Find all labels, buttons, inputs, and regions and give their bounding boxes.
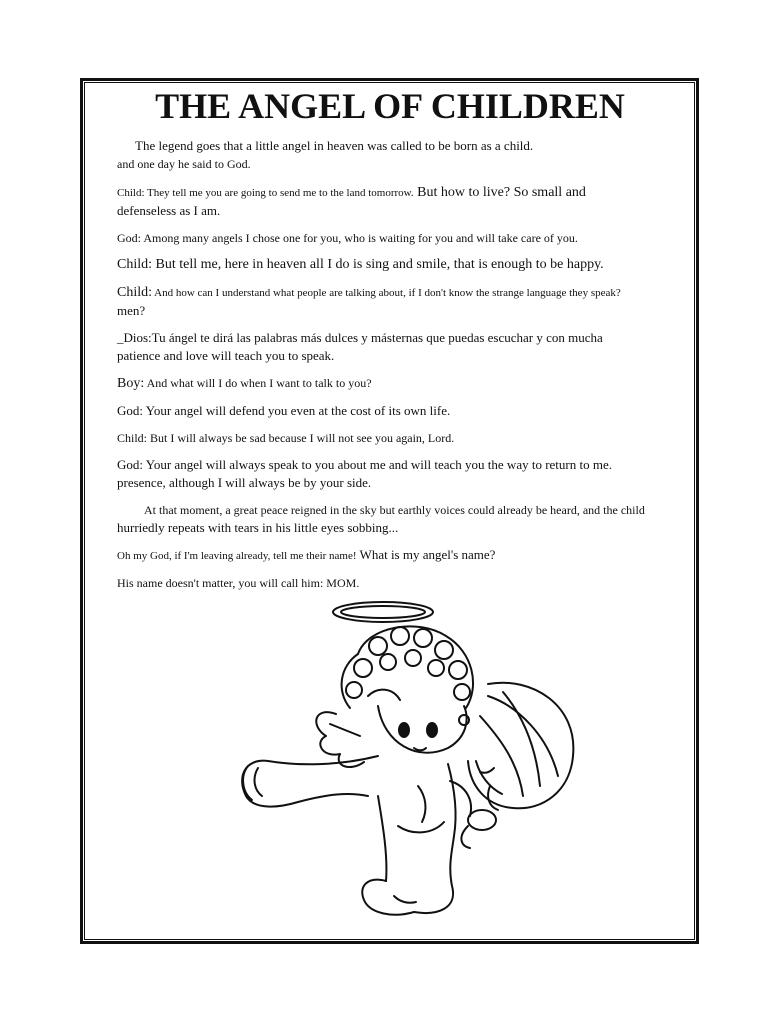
child-3-label: Child: [117, 285, 153, 300]
paragraph-child-1 [117, 183, 677, 220]
child-3-small: And how can I understand what people are talking about, if I don't know the strange language they speak? [152, 287, 621, 299]
page-title: THE ANGEL OF CHILDREN [155, 86, 625, 126]
paragraph-child-5 [117, 546, 677, 565]
angel-figure [242, 626, 473, 914]
narration-line-2: hurriedly repeats with tears in his little eyes sobbing... [117, 520, 399, 535]
child-5-small: Oh my God, if I'm leaving already, tell me their name! [117, 550, 357, 562]
child-5-text: What is my angel's name? [356, 547, 496, 562]
boy-text: And what will I do when I want to talk to you? [144, 376, 372, 390]
paragraph-narration [117, 501, 677, 537]
paragraph-final: His name doesn't matter, you will call him: MOM. [117, 576, 360, 590]
narration-line-1: At that moment, a great peace reigned in the sky but earthly voices could already be heard, and the child [144, 503, 645, 517]
angel-eye-right [427, 723, 437, 737]
child-1-small: Child: They tell me you are going to send me to the land tomorrow. [117, 187, 414, 199]
paragraph-child-2: Child: But tell me, here in heaven all I do is sing and smile, that is enough to be happy. [117, 257, 604, 272]
dios-line-1: _Dios:Tu ángel te dirá las palabras más dulces y másternas que puedas escuchar y con mucha [117, 330, 603, 345]
paragraph-god-2: God: Your angel will defend you even at the cost of its own life. [117, 403, 451, 418]
angel-eye-left [399, 723, 409, 737]
paragraph-god-3 [117, 456, 677, 492]
child-1-large: But how to live? So small and [413, 185, 586, 200]
angel-and-child-illustration [218, 596, 598, 936]
paragraph-child-4: Child: But I will always be sad because I will not see you again, Lord. [117, 431, 455, 445]
paragraph-dios [117, 329, 677, 365]
child-1-line-2: defenseless as I am. [117, 203, 221, 218]
god-3-line-2: presence, although I will always be by your side. [117, 475, 372, 490]
paragraph-child-3 [117, 283, 677, 320]
wing-icon [316, 712, 364, 767]
god-3-line-1: God: Your angel will always speak to you about me and will teach you the way to return to me. [117, 457, 612, 472]
paragraph-boy [117, 374, 677, 393]
child-3-line-2: men? [117, 303, 146, 318]
story-text [117, 137, 677, 592]
intro-line-2: and one day he said to God. [117, 157, 251, 171]
halo-inner [341, 606, 425, 618]
intro-line-1: The legend goes that a little angel in heaven was called to be born as a child. [135, 138, 534, 153]
dios-line-2: patience and love will teach you to speak. [117, 348, 335, 363]
boy-label: Boy: [117, 376, 145, 391]
paragraph-intro [117, 137, 677, 173]
paragraph-god-1: God: Among many angels I chose one for you, who is waiting for you and will take care of you. [117, 231, 578, 245]
child-figure [461, 683, 573, 848]
